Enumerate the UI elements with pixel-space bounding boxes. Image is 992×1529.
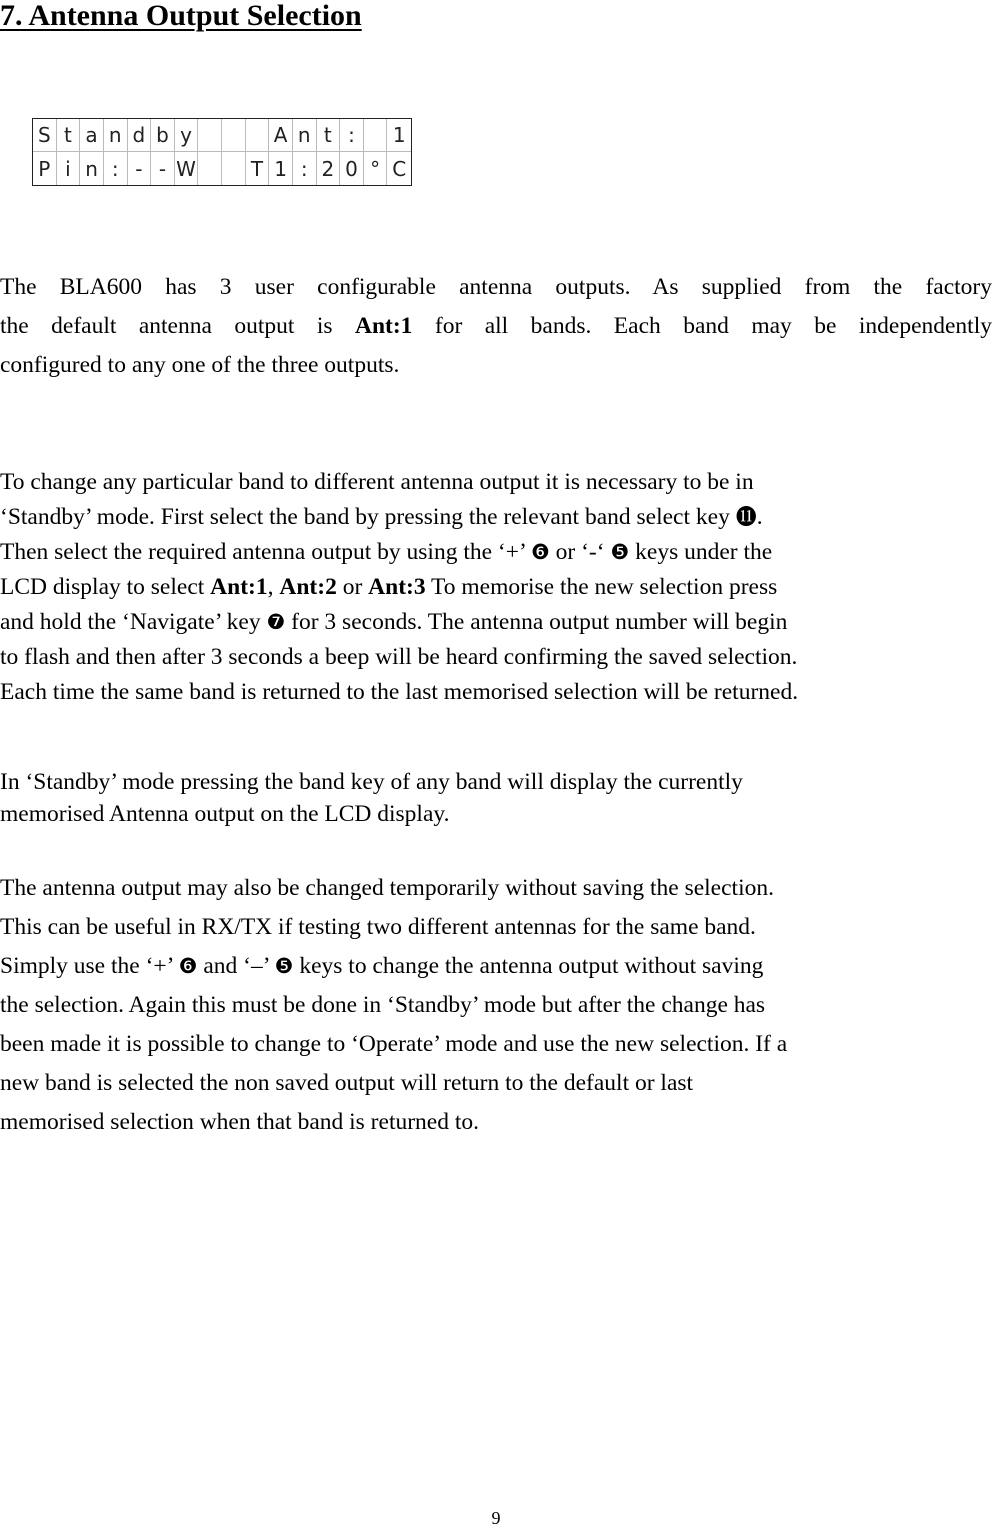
text-line: configured to any one of the three outputs. — [0, 352, 400, 378]
text-run: Then select the required antenna output by using the ‘+’ — [0, 539, 531, 565]
ant1-label: Ant:1 — [354, 313, 413, 339]
intro-paragraph — [0, 268, 992, 385]
text-run: for all bands. Each band may be independently — [412, 313, 992, 339]
lcd-cell — [364, 119, 388, 152]
lcd-cell: P — [33, 152, 57, 185]
lcd-cell — [246, 119, 270, 152]
lcd-cell: n — [293, 119, 317, 152]
lcd-cell: : — [104, 152, 128, 185]
lcd-cell: - — [151, 152, 175, 185]
text-line: the selection. Again this must be done in ‘Standby’ mode but after the change has — [0, 992, 766, 1018]
text-line — [0, 947, 992, 986]
text-run: and ‘–’ — [197, 953, 275, 979]
ant1-label: Ant:1 — [210, 574, 268, 600]
text-line: memorised Antenna output on the LCD display. — [0, 801, 450, 827]
text-run: or ‘-‘ — [549, 539, 611, 565]
text-run: and hold the ‘Navigate’ key — [0, 609, 267, 635]
lcd-cell: 2 — [317, 152, 341, 185]
text-line: Each time the same band is returned to the last memorised selection will be returned. — [0, 679, 799, 705]
text-run: keys under the — [629, 539, 773, 565]
lcd-cell: 1 — [269, 152, 293, 185]
text-line: This can be useful in RX/TX if testing two different antennas for the same band. — [0, 914, 756, 940]
text-run: for 3 seconds. The antenna output number will begin — [285, 609, 788, 635]
text-run: or — [336, 574, 369, 600]
lcd-cell: 0 — [340, 152, 364, 185]
key-6-icon: ❻ — [178, 954, 198, 978]
key-6-icon: ❻ — [530, 540, 550, 564]
text-run: LCD display to select — [0, 574, 211, 600]
lcd-cell: t — [57, 119, 81, 152]
lcd-cell: S — [33, 119, 57, 152]
key-11-icon: ⓫ — [735, 505, 757, 529]
text-line — [0, 535, 992, 570]
key-5-icon: ❺ — [274, 954, 294, 978]
text-line — [0, 605, 992, 640]
key-7-icon: ❼ — [266, 610, 286, 634]
lcd-cell — [198, 119, 222, 152]
lcd-display-illustration — [32, 118, 412, 186]
text-line: The BLA600 has 3 user configurable antenna outputs. As supplied from the factory — [0, 274, 992, 300]
lcd-cell: d — [128, 119, 152, 152]
text-line — [0, 307, 992, 346]
lcd-cell: y — [175, 119, 199, 152]
lcd-cell: T — [246, 152, 270, 185]
lcd-cell: C — [392, 156, 407, 181]
text-run: the default antenna output is — [0, 313, 355, 339]
lcd-cell: : — [293, 152, 317, 185]
text-line: The antenna output may also be changed temporarily without saving the selection. — [0, 875, 774, 901]
lcd-cell: W — [175, 152, 199, 185]
text-line — [0, 500, 992, 535]
ant2-label: Ant:2 — [279, 574, 337, 600]
text-line: memorised selection when that band is returned to. — [0, 1109, 480, 1135]
lcd-cell — [222, 119, 246, 152]
key-5-icon: ❺ — [610, 540, 630, 564]
change-antenna-paragraph — [0, 465, 992, 710]
text-run: , — [267, 574, 280, 600]
text-line: In ‘Standby’ mode pressing the band key of any band will display the currently — [0, 769, 743, 795]
lcd-cell — [198, 152, 222, 185]
text-line — [0, 570, 992, 605]
text-run: Simply use the ‘+’ — [0, 953, 179, 979]
ant3-label: Ant:3 — [368, 574, 426, 600]
text-run: ‘Standby’ mode. First select the band by pressing the relevant band select key — [0, 504, 736, 530]
lcd-cell: n — [104, 119, 128, 152]
lcd-cell: 1 — [387, 119, 411, 152]
lcd-cell: i — [57, 152, 81, 185]
text-line: been made it is possible to change to ‘Operate’ mode and use the new selection. If a — [0, 1031, 788, 1057]
lcd-cell — [222, 152, 246, 185]
text-run: . — [756, 504, 763, 530]
lcd-cell: A — [269, 119, 293, 152]
section-title: 7. Antenna Output Selection — [0, 0, 362, 32]
text-run: To memorise the new selection press — [425, 574, 778, 600]
lcd-cell: : — [340, 119, 364, 152]
standby-display-paragraph — [0, 766, 992, 830]
text-line: To change any particular band to different antenna output it is necessary to be in — [0, 469, 754, 495]
text-line: new band is selected the non saved output will return to the default or last — [0, 1070, 694, 1096]
lcd-cell: ° — [364, 152, 388, 185]
temporary-change-paragraph — [0, 869, 992, 1142]
lcd-cell: t — [317, 119, 341, 152]
lcd-cell: - — [128, 152, 152, 185]
text-run: keys to change the antenna output without saving — [293, 953, 764, 979]
lcd-cell: n — [80, 152, 104, 185]
lcd-cell: b — [151, 119, 175, 152]
page-number: 9 — [491, 1508, 501, 1528]
text-line: to flash and then after 3 seconds a beep will be heard confirming the saved selection. — [0, 644, 798, 670]
lcd-cell: a — [80, 119, 104, 152]
